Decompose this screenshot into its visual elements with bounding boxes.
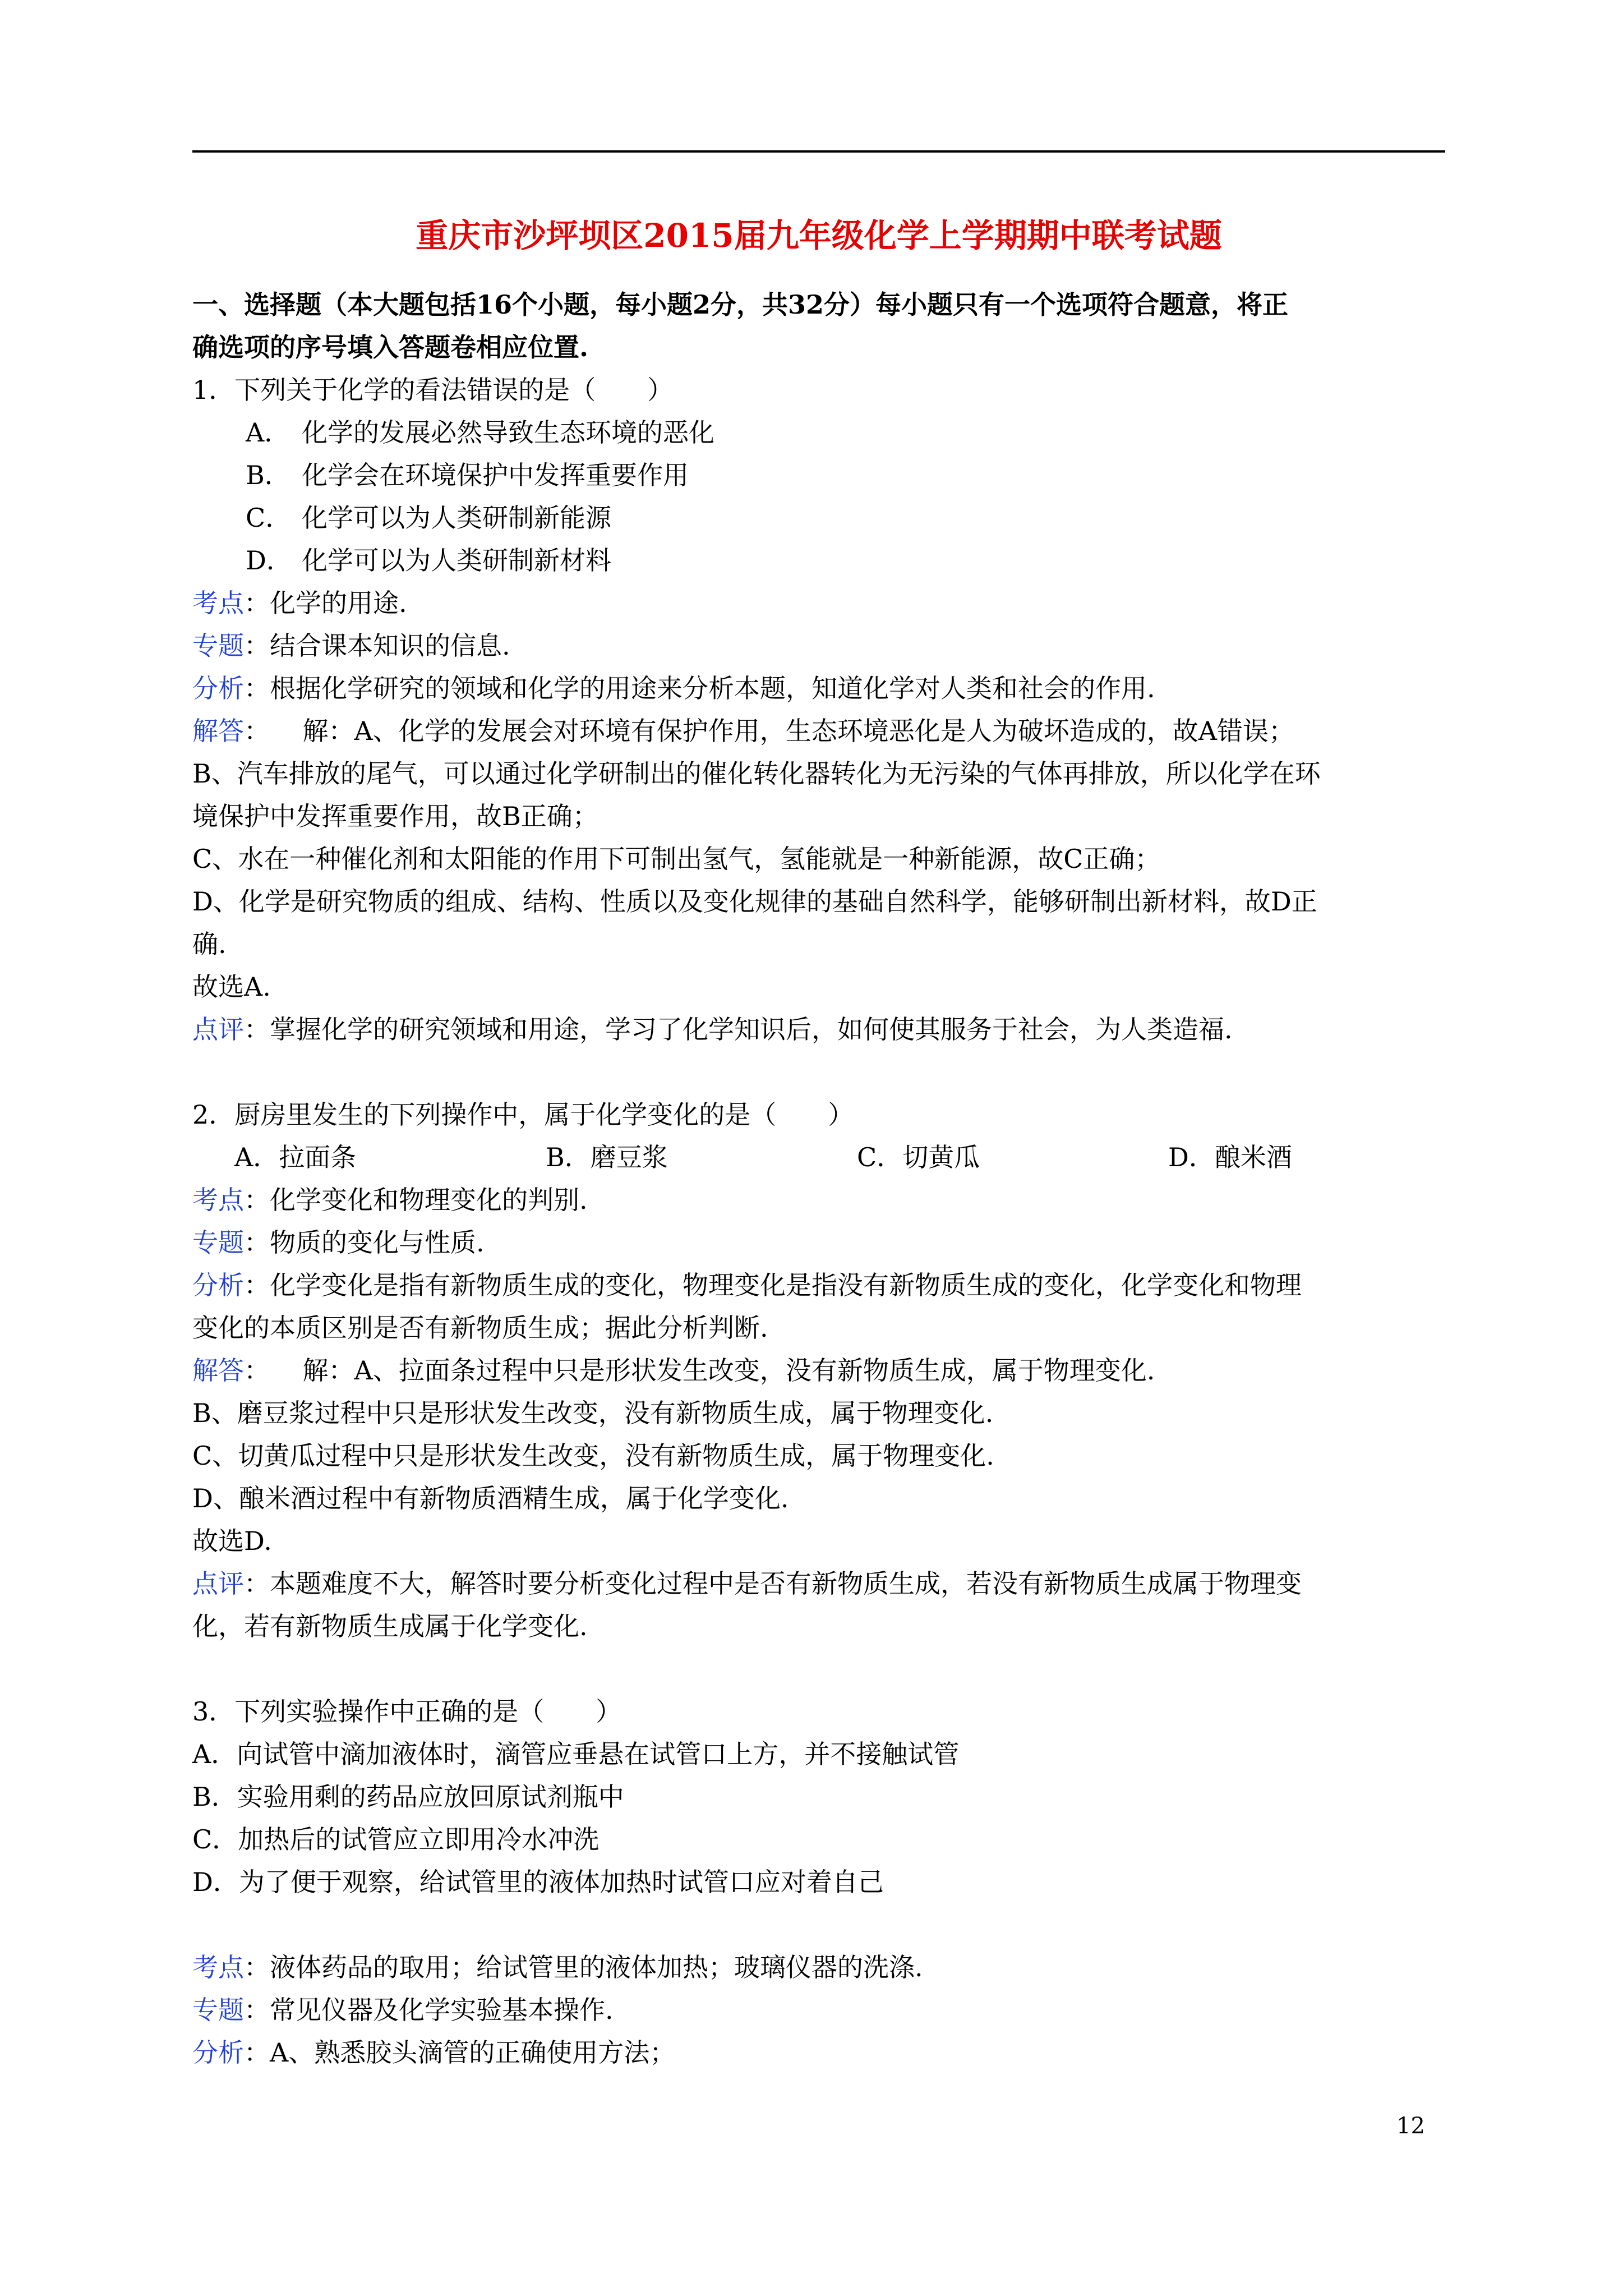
q2-dianping-1: 点评：本题难度不大，解答时要分析变化过程中是否有新物质生成，若没有新物质生成属于物理变	[192, 1568, 1302, 1599]
q1-jieda-5: D、化学是研究物质的组成、结构、性质以及变化规律的基础自然科学，能够研制出新材料，故D正	[192, 886, 1317, 917]
q1-jieda-2: B、汽车排放的尾气，可以通过化学研制出的催化转化器转化为无污染的气体再排放，所以化学在环	[192, 758, 1321, 789]
q2-options	[192, 1136, 1445, 1179]
page-number: 12	[1396, 2113, 1425, 2139]
q2-jieda-2: B、磨豆浆过程中只是形状发生改变，没有新物质生成，属于物理变化.	[192, 1398, 994, 1428]
q2-option-d: D．酿米酒	[1168, 1142, 1292, 1172]
q1-kaodian: 考点：化学的用途.	[192, 588, 407, 618]
section-heading-line-2: 确选项的序号填入答题卷相应位置.	[192, 332, 589, 362]
q3-stem: 3．下列实验操作中正确的是（ ）	[192, 1696, 622, 1727]
q1-jieda-4: C、水在一种催化剂和太阳能的作用下可制出氢气，氢能就是一种新能源，故C正确；	[192, 844, 1161, 874]
q1-option-c: C． 化学可以为人类研制新能源	[246, 503, 611, 533]
q2-kaodian: 考点：化学变化和物理变化的判别.	[192, 1185, 588, 1215]
section-heading-line-1: 一、选择题（本大题包括16个小题，每小题2分，共32分）每小题只有一个选项符合题意，将正	[192, 289, 1289, 320]
q2-option-a: A．拉面条	[234, 1142, 357, 1172]
q2-jieda-1: 解答： 解：A、拉面条过程中只是形状发生改变，没有新物质生成，属于物理变化.	[192, 1355, 1155, 1386]
q3-option-c: C．加热后的试管应立即用冷水冲洗	[192, 1824, 600, 1855]
q1-option-a: A． 化学的发展必然导致生态环境的恶化	[246, 417, 714, 448]
q2-option-c: C．切黄瓜	[857, 1142, 980, 1172]
q1-option-b: B． 化学会在环境保护中发挥重要作用	[246, 460, 689, 490]
q2-fenxi-2: 变化的本质区别是否有新物质生成；据此分析判断.	[192, 1313, 768, 1343]
q2-stem: 2．厨房里发生的下列操作中，属于化学变化的是（ ）	[192, 1099, 854, 1130]
q1-option-d: D． 化学可以为人类研制新材料	[246, 545, 611, 576]
q1-zhuanti: 专题：结合课本知识的信息.	[192, 631, 510, 661]
q2-jieda-5: 故选D.	[192, 1526, 272, 1556]
q3-option-b: B．实验用剩的药品应放回原试剂瓶中	[192, 1782, 624, 1812]
q2-zhuanti: 专题：物质的变化与性质.	[192, 1227, 485, 1258]
header-rule	[192, 150, 1445, 153]
q2-dianping-2: 化，若有新物质生成属于化学变化.	[192, 1611, 588, 1641]
page-title: 重庆市沙坪坝区2015届九年级化学上学期期中联考试题	[416, 217, 1222, 255]
q3-option-a: A．向试管中滴加液体时，滴管应垂悬在试管口上方，并不接触试管	[192, 1739, 960, 1769]
q3-option-d: D．为了便于观察，给试管里的液体加热时试管口应对着自己	[192, 1867, 884, 1897]
q1-fenxi: 分析：根据化学研究的领域和化学的用途来分析本题，知道化学对人类和社会的作用.	[192, 673, 1155, 703]
content	[192, 283, 1445, 2074]
q3-fenxi: 分析：A、熟悉胶头滴管的正确使用方法；	[192, 2037, 676, 2068]
q1-stem: 1．下列关于化学的看法错误的是（ ）	[192, 375, 674, 405]
q2-jieda-3: C、切黄瓜过程中只是形状发生改变，没有新物质生成，属于物理变化.	[192, 1441, 994, 1471]
q3-kaodian: 考点：液体药品的取用；给试管里的液体加热；玻璃仪器的洗涤.	[192, 1952, 923, 1982]
q2-jieda-4: D、酿米酒过程中有新物质酒精生成，属于化学变化.	[192, 1483, 789, 1513]
q1-jieda-1: 解答： 解：A、化学的发展会对环境有保护作用，生态环境恶化是人为破坏造成的，故A错误；	[192, 716, 1294, 746]
q1-dianping: 点评：掌握化学的研究领域和用途，学习了化学知识后，如何使其服务于社会，为人类造福.	[192, 1014, 1233, 1045]
q2-option-b: B．磨豆浆	[546, 1142, 668, 1172]
q2-fenxi-1: 分析：化学变化是指有新物质生成的变化，物理变化是指没有新物质生成的变化，化学变化和物理	[192, 1270, 1302, 1300]
q3-zhuanti: 专题：常见仪器及化学实验基本操作.	[192, 1995, 614, 2025]
q1-jieda-6: 确.	[192, 929, 227, 959]
q1-jieda-3: 境保护中发挥重要作用，故B正确；	[192, 801, 598, 831]
q1-jieda-7: 故选A.	[192, 972, 271, 1002]
